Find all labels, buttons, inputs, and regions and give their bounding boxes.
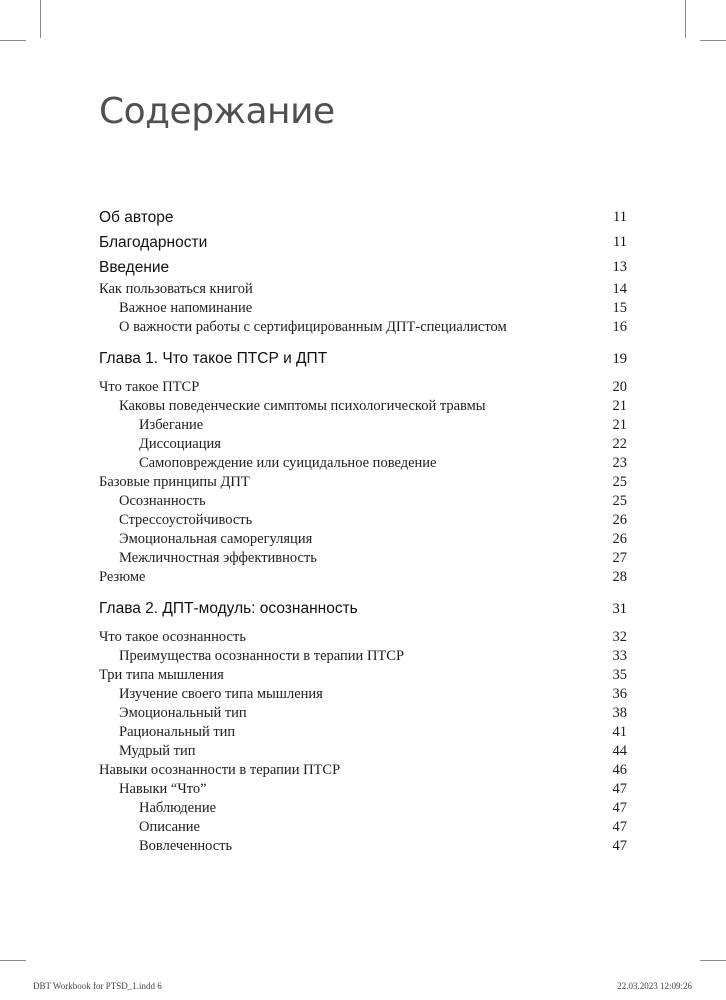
toc-entry-label: Мудрый тип [119,743,196,759]
toc-entry-label: Глава 1. Что такое ПТСР и ДПТ [99,350,328,367]
toc-entry[interactable] [99,628,627,647]
toc-entry[interactable] [99,318,627,337]
toc-entry-page: 36 [612,686,627,702]
print-slug-filename: DBT Workbook for PTSD_1.indd 6 [33,981,162,991]
toc-entry-page: 47 [612,838,627,854]
toc-entry-page: 21 [612,398,627,414]
toc-chapter-1[interactable] [99,345,627,373]
toc-entry[interactable] [99,549,627,568]
toc-entry-page: 19 [612,351,627,367]
toc-entry-acknowledgements[interactable] [99,230,627,255]
toc-entry-page: 47 [612,819,627,835]
toc-entry-page: 21 [612,417,627,433]
toc-entry-label: Об авторе [99,209,174,226]
toc-entry-label: Описание [139,819,200,835]
toc-entry[interactable] [99,742,627,761]
toc-entry[interactable] [99,397,627,416]
toc-entry-label: Самоповреждение или суицидальное поведение [139,455,437,471]
toc-entry[interactable] [99,454,627,473]
toc-entry-introduction[interactable] [99,255,627,280]
toc-entry-page: 27 [612,550,627,566]
toc-entry-page: 20 [612,379,627,395]
toc-entry-page: 33 [612,648,627,664]
toc-entry-page: 14 [612,281,627,297]
toc-entry[interactable] [99,837,627,856]
toc-entry-label: Вовлеченность [139,838,233,854]
table-of-contents [99,205,627,856]
toc-entry-label: Избегание [139,417,204,433]
toc-entry-page: 31 [612,601,627,617]
crop-mark [0,960,26,961]
toc-entry-label: Преимущества осознанности в терапии ПТСР [119,648,405,664]
toc-entry[interactable] [99,723,627,742]
print-slug-timestamp: 22.03.2023 12:09:26 [617,981,692,991]
toc-entry-page: 26 [612,512,627,528]
toc-entry-page: 44 [612,743,627,759]
toc-entry[interactable] [99,530,627,549]
toc-entry-label: Как пользоваться книгой [99,281,253,297]
toc-entry-page: 22 [612,436,627,452]
toc-entry-page: 25 [612,493,627,509]
toc-entry-label: Диссоциация [139,436,221,452]
toc-entry[interactable] [99,280,627,299]
toc-entry[interactable] [99,647,627,666]
toc-entry-label: Благодарности [99,234,208,251]
toc-entry-label: Что такое осознанность [99,629,246,645]
toc-entry-label: Стрессоустойчивость [119,512,253,528]
toc-entry-label: Резюме [99,569,146,585]
toc-entry[interactable] [99,780,627,799]
toc-entry[interactable] [99,299,627,318]
toc-entry[interactable] [99,761,627,780]
toc-entry[interactable] [99,473,627,492]
toc-entry[interactable] [99,818,627,837]
toc-entry-page: 11 [613,209,627,225]
page-title: Содержание [99,91,335,132]
toc-entry[interactable] [99,492,627,511]
crop-mark [700,40,726,41]
toc-entry-page: 47 [612,800,627,816]
toc-entry-label: Эмоциональный тип [119,705,247,721]
toc-entry-page: 25 [612,474,627,490]
toc-entry-page: 13 [612,259,627,275]
toc-entry-page: 11 [613,234,627,250]
toc-entry-label: Навыки “Что” [119,781,207,797]
toc-entry-label: Рациональный тип [119,724,236,740]
toc-entry-label: Каковы поведенческие симптомы психологической травмы [119,398,486,414]
toc-entry-page: 26 [612,531,627,547]
crop-mark [700,960,726,961]
toc-entry-page: 41 [612,724,627,740]
toc-entry-page: 23 [612,455,627,471]
toc-entry[interactable] [99,685,627,704]
toc-entry-label: Изучение своего типа мышления [119,686,323,702]
toc-entry-label: Введение [99,259,170,276]
toc-entry-page: 15 [612,300,627,316]
toc-entry[interactable] [99,799,627,818]
toc-entry[interactable] [99,511,627,530]
toc-entry[interactable] [99,435,627,454]
toc-entry-page: 47 [612,781,627,797]
toc-chapter-2[interactable] [99,595,627,623]
toc-entry-label: Важное напоминание [119,300,253,316]
toc-entry-label: Наблюдение [139,800,217,816]
crop-mark [685,0,686,38]
toc-entry-page: 28 [612,569,627,585]
crop-mark [0,40,26,41]
toc-entry[interactable] [99,704,627,723]
toc-entry[interactable] [99,378,627,397]
toc-entry[interactable] [99,568,627,587]
toc-entry-label: Базовые принципы ДПТ [99,474,250,490]
toc-entry-label: Глава 2. ДПТ-модуль: осознанность [99,600,358,617]
crop-mark [40,0,41,38]
toc-entry-label: О важности работы с сертифицированным ДПТ-специалистом [119,319,507,335]
toc-entry-page: 38 [612,705,627,721]
toc-entry-label: Межличностная эффективность [119,550,317,566]
toc-entry-page: 35 [612,667,627,683]
toc-entry-about-author[interactable] [99,205,627,230]
toc-entry-label: Осознанность [119,493,206,509]
toc-entry-page: 16 [612,319,627,335]
toc-entry-label: Три типа мышления [99,667,224,683]
toc-entry-label: Эмоциональная саморегуляция [119,531,313,547]
toc-entry-label: Навыки осознанности в терапии ПТСР [99,762,341,778]
toc-entry-page: 46 [612,762,627,778]
toc-entry-page: 32 [612,629,627,645]
toc-entry[interactable] [99,666,627,685]
toc-entry-label: Что такое ПТСР [99,379,200,395]
toc-entry[interactable] [99,416,627,435]
